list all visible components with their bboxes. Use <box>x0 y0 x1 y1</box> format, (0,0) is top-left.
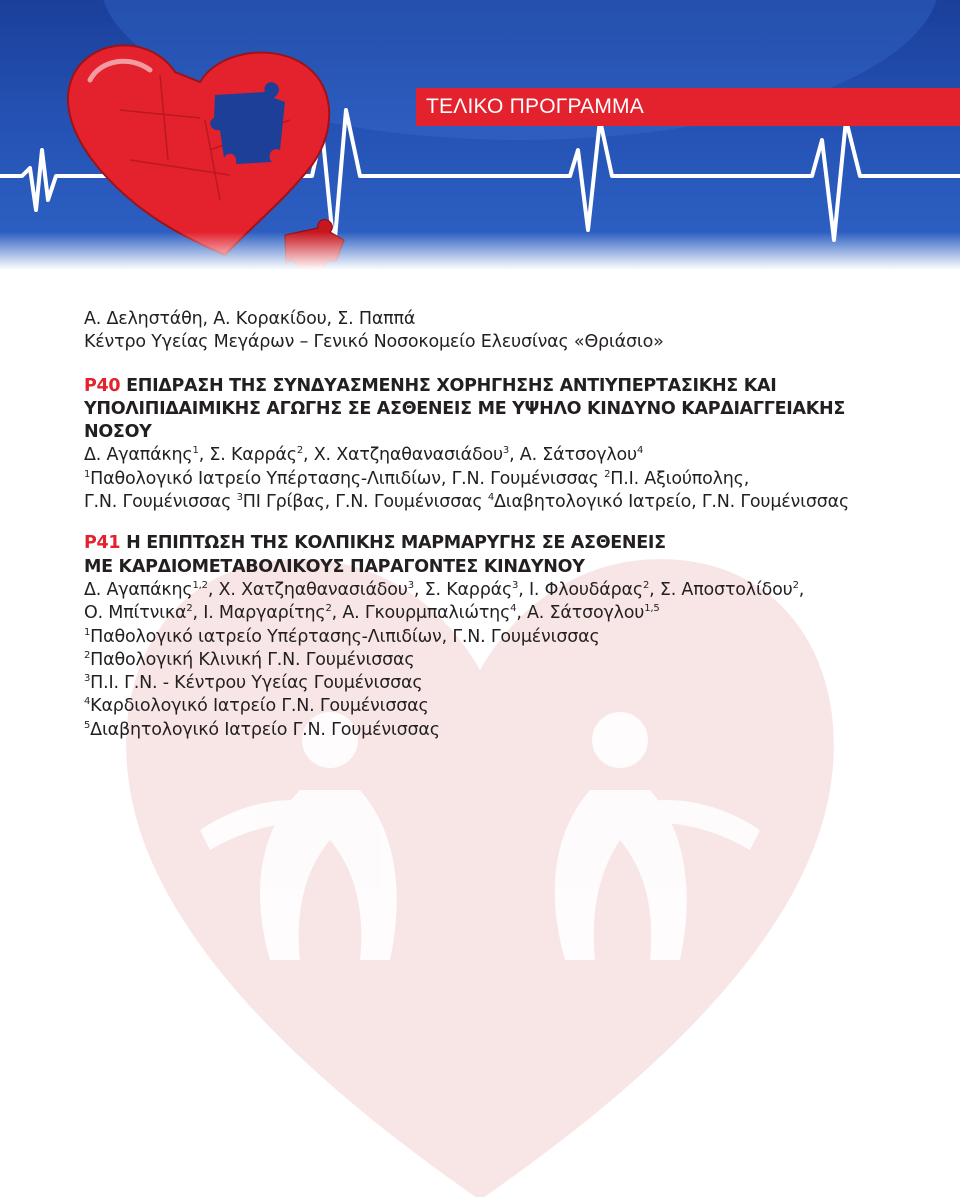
p41-affiliation: $^5$Διαβητολογικό Ιατρείο Γ.Ν. Γουμένισσας <box>84 719 440 740</box>
p41-authors-line1: Δ. Αγαπάκης$^{1,2}$, Χ. Χατζηαθανασιάδου$^3$, Σ. Καρράς$^3$, Ι. Φλουδάρας$^2$, Σ. Αποστολίδου$^2$, <box>84 579 805 600</box>
p40-authors: Δ. Αγαπάκης$^1$, Σ. Καρράς$^2$, Χ. Χατζηαθανασιάδου$^3$, Α. Σάτσογλου$^4$ <box>84 445 644 466</box>
page-title: ΤΕΛΙΚΟ ΠΡΟΓΡΑΜΜΑ <box>426 95 644 118</box>
p41-title <box>84 532 944 555</box>
session-p41 <box>84 532 944 742</box>
header-graphic <box>0 0 960 270</box>
title-bar <box>416 88 960 126</box>
p40-affiliations-line2: Γ.Ν. Γουμένισσας $^3$ΠΙ Γρίβας, Γ.Ν. Γουμένισσας $^4$Διαβητολογικό Ιατρείο, Γ.Ν. Γουμένισσας <box>84 492 850 513</box>
p41-title-line1: Η ΕΠΙΠΤΩΣΗ ΤΗΣ ΚΟΛΠΙΚΗΣ ΜΑΡΜΑΡΥΓΗΣ ΣΕ ΑΣΘΕΝΕΙΣ <box>126 533 666 554</box>
intro-authors: Α. Δεληστάθη, Α. Κορακίδου, Σ. Παππά <box>84 309 416 329</box>
session-p40 <box>84 375 944 515</box>
header-fade <box>0 232 960 270</box>
content <box>84 308 944 742</box>
intro-institution: Κέντρο Υγείας Μεγάρων – Γενικό Νοσοκομείο Ελευσίνας «Θριάσιο» <box>84 332 664 353</box>
p40-title-line3: ΝΟΣΟΥ <box>84 422 152 443</box>
p40-affiliations-line1: $^1$Παθολογικό Ιατρείο Υπέρτασης-Λιπιδίων, Γ.Ν. Γουμένισσας $^2$Π.Ι. Αξιούπολης, <box>84 468 750 489</box>
p40-title-line1: ΕΠΙΔΡΑΣΗ ΤΗΣ ΣΥΝΔΥΑΣΜΕΝΗΣ ΧΟΡΗΓΗΣΗΣ ΑΝΤΙΥΠΕΡΤΑΣΙΚΗΣ ΚΑΙ <box>126 375 777 396</box>
header-banner <box>0 0 960 270</box>
p41-affiliation: $^4$Καρδιολογικό Ιατρείο Γ.Ν. Γουμένισσας <box>84 696 429 717</box>
p40-code: Ρ40 <box>84 375 121 396</box>
p41-affiliation: $^2$Παθολογική Κλινική Γ.Ν. Γουμένισσας <box>84 649 415 670</box>
p41-authors-line2: Ο. Μπίτνικα$^2$, Ι. Μαργαρίτης$^2$, Α. Γκουρμπαλιώτης$^4$, Α. Σάτσογλου$^{1,5}$ <box>84 603 660 624</box>
p40-title-line2: ΥΠΟΛΙΠΙΔΑΙΜΙΚΗΣ ΑΓΩΓΗΣ ΣΕ ΑΣΘΕΝΕΙΣ ΜΕ ΥΨΗΛΟ ΚΙΝΔΥΝΟ ΚΑΡΔΙΑΓΓΕΙΑΚΗΣ <box>84 398 846 419</box>
p41-title-line2: ΜΕ ΚΑΡΔΙΟΜΕΤΑΒΟΛΙΚΟΥΣ ΠΑΡΑΓΟΝΤΕΣ ΚΙΝΔΥΝΟΥ <box>84 556 585 577</box>
p41-affiliation: $^1$Παθολογικό ιατρείο Υπέρτασης-Λιπιδίων, Γ.Ν. Γουμένισσας <box>84 626 600 647</box>
p41-code: Ρ41 <box>84 533 121 554</box>
p41-affiliation: $^3$Π.Ι. Γ.Ν. - Κέντρου Υγείας Γουμένισσας <box>84 673 423 694</box>
p40-title <box>84 375 944 398</box>
